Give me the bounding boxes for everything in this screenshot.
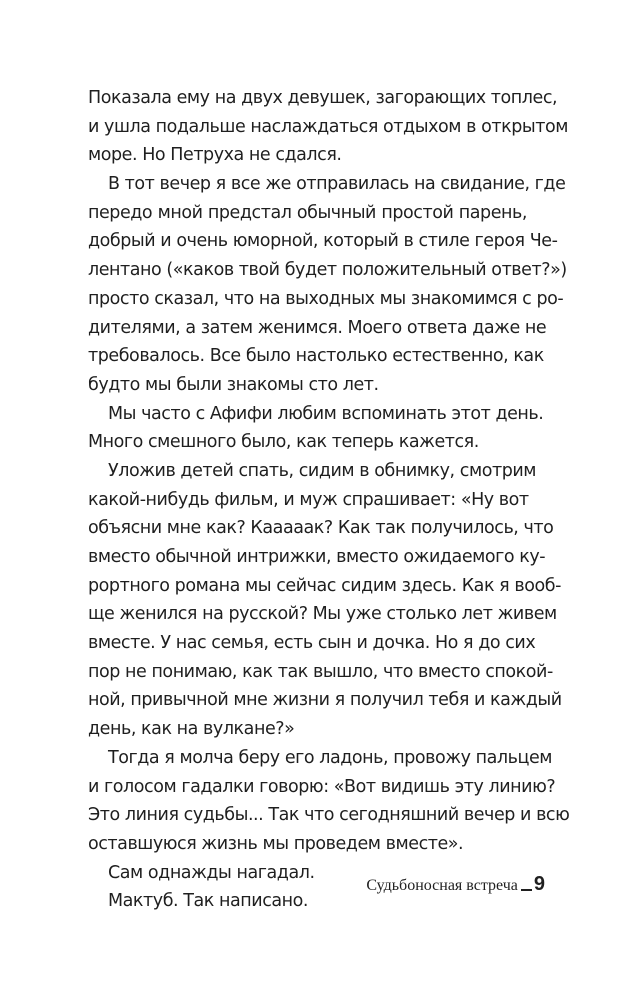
text-line-24: Тогда я молча беру его ладонь, провожу пальцем	[108, 747, 553, 768]
text-line-14: Уложив детей спать, сидим в обнимку, смотрим	[108, 460, 537, 481]
text-line-27: оставшуюся жизнь мы проведем вместе».	[88, 833, 464, 854]
text-line-11: будто мы были знакомы сто лет.	[88, 374, 379, 395]
text-line-23: день, как на вулкане?»	[88, 719, 295, 740]
text-line-12: Мы часто с Афифи любим вспоминать этот день.	[108, 403, 544, 424]
text-line-22: ной, привычной мне жизни я получил тебя и каждый	[88, 690, 562, 711]
footer-divider	[521, 889, 532, 891]
text-line-25: и голосом гадалки говорю: «Вот видишь эту линию?	[88, 776, 556, 797]
page-footer	[366, 873, 545, 896]
text-line-9: дителями, а затем женимся. Моего ответа даже не	[88, 317, 547, 338]
text-line-18: рортного романа мы сейчас сидим здесь. Как я вооб-	[88, 575, 561, 596]
page-number: 9	[533, 873, 545, 895]
text-line-15: какой-нибудь фильм, и муж спрашивает: «Ну вот	[88, 489, 529, 510]
text-line-21: пор не понимаю, как так вышло, что вместо спокой-	[88, 661, 553, 682]
text-line-10: требовалось. Все было настолько естественно, как	[88, 346, 544, 367]
text-line-16: объясни мне как? Кааааак? Как так получилось, что	[88, 518, 554, 539]
text-line-7: лентано («каков твой будет положительный ответ?»)	[88, 260, 567, 281]
text-line-29: Мактуб. Так написано.	[108, 891, 308, 912]
text-line-2: и ушла подальше наслаждаться отдыхом в открытом	[88, 116, 568, 137]
text-line-8: просто сказал, что на выходных мы знакомимся с ро-	[88, 288, 564, 309]
text-line-13: Много смешного было, как теперь кажется.	[88, 432, 479, 453]
text-line-5: передо мной предстал обычный простой парень,	[88, 202, 527, 223]
text-line-17: вместо обычной интрижки, вместо ожидаемого ку-	[88, 547, 546, 567]
text-line-26: Это линия судьбы... Так что сегодняшний вечер и всю	[88, 805, 570, 826]
running-title: Судьбоносная встреча	[366, 877, 518, 894]
text-line-28: Сам однажды нагадал.	[108, 862, 315, 883]
text-line-20: вместе. У нас семья, есть сын и дочка. Но я до сих	[88, 633, 536, 654]
text-line-3: море. Но Петруха не сдался.	[88, 145, 342, 166]
body-text	[88, 84, 570, 916]
text-line-6: добрый и очень юморной, который в стиле героя Че-	[88, 231, 558, 252]
text-line-19: ще женился на русской? Мы уже столько лет живем	[88, 604, 557, 625]
text-line-4: В тот вечер я все же отправилась на свидание, где	[108, 174, 566, 195]
text-line-1: Показала ему на двух девушек, загорающих топлес,	[88, 88, 558, 108]
